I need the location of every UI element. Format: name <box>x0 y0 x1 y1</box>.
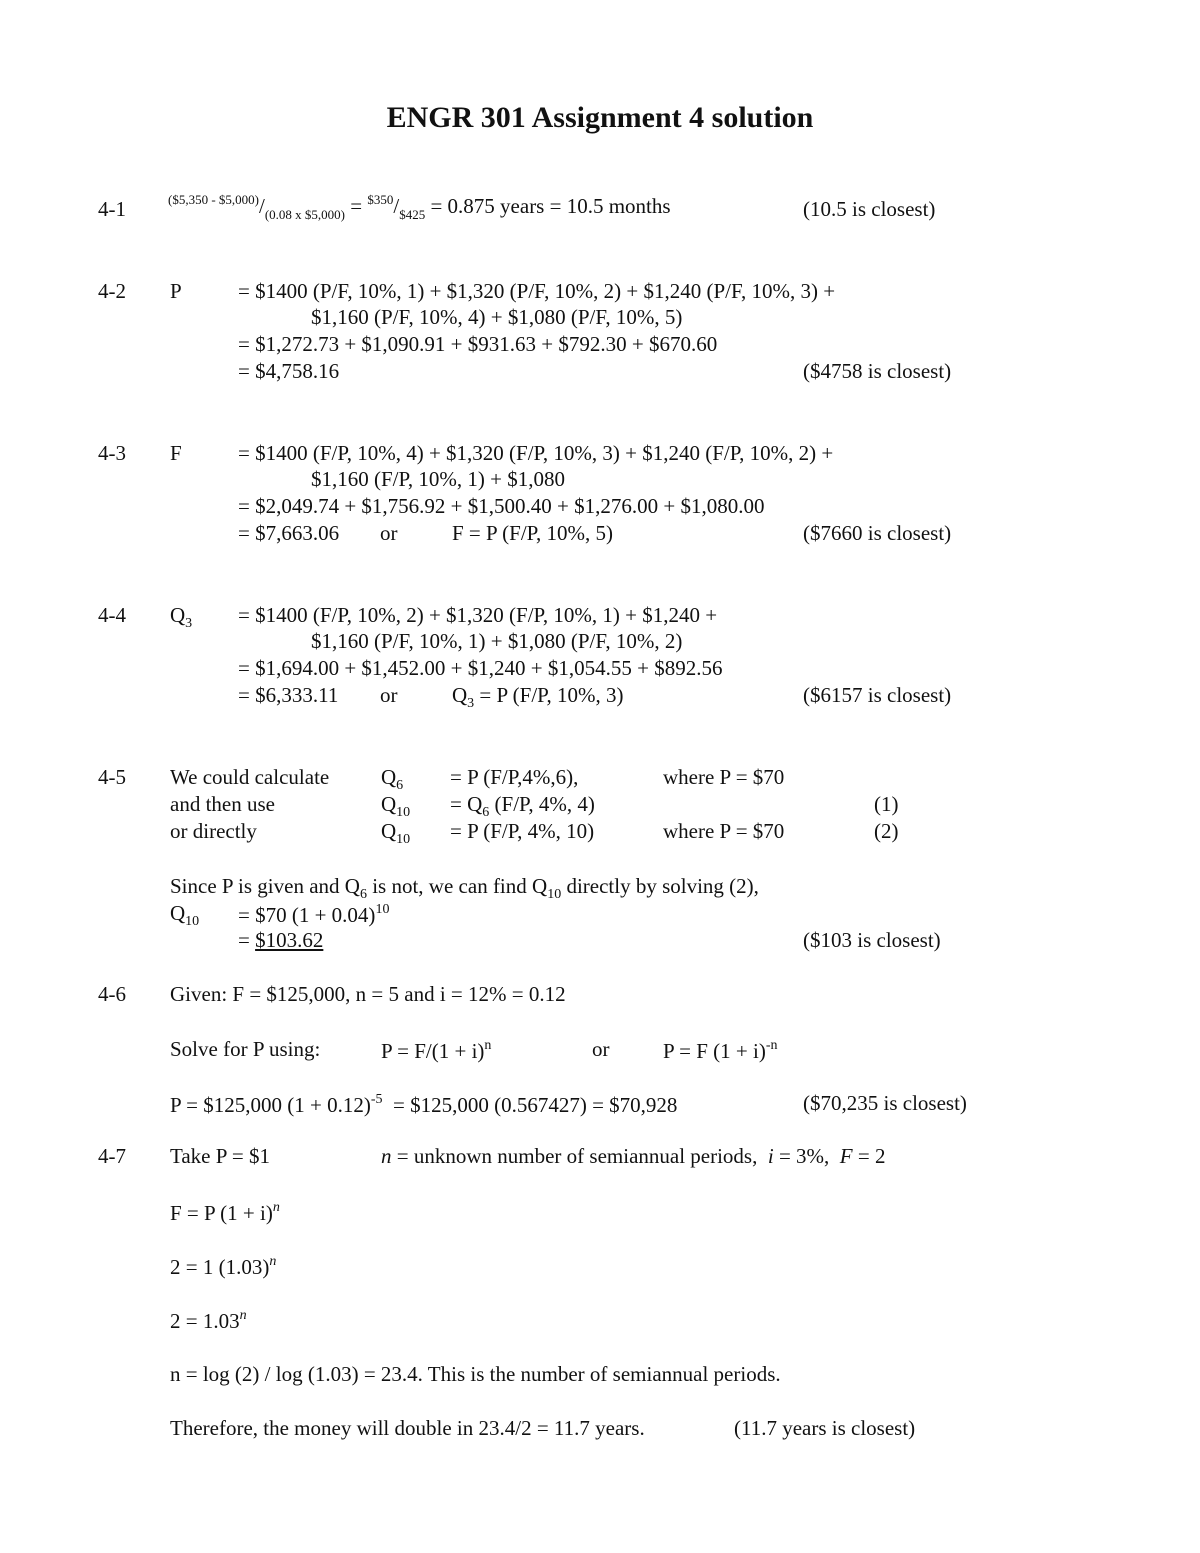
calc-part: = $125,000 (0.567427) = $70,928 <box>393 1093 678 1117</box>
subscript: 6 <box>482 805 490 820</box>
variable-letter: Q <box>452 683 468 707</box>
equation-line <box>170 1309 247 1332</box>
page-title: ENGR 301 Assignment 4 solution <box>386 101 814 134</box>
or-word: or <box>380 521 398 545</box>
superscript: -n <box>765 1038 778 1053</box>
equals-sign: = <box>350 194 363 218</box>
row-label: and then use <box>170 792 275 816</box>
text-part: = 3%, <box>778 1144 830 1168</box>
equation-part: F = P (1 + i) <box>170 1201 273 1225</box>
subscript: 3 <box>467 696 475 711</box>
subscript: 6 <box>396 778 404 793</box>
problem-number: 4-1 <box>98 197 126 221</box>
alternative-formula <box>452 685 624 711</box>
row-variable <box>381 821 410 847</box>
formula-one <box>381 1039 491 1062</box>
variable-letter: Q <box>170 901 186 925</box>
closest-answer: ($103 is closest) <box>803 928 941 952</box>
row-variable <box>381 767 403 793</box>
equation-line: $1,160 (P/F, 10%, 4) + $1,080 (P/F, 10%, 5) <box>311 305 683 329</box>
subscript: 3 <box>185 616 193 631</box>
text-part: Since P is given and Q <box>170 874 360 898</box>
equation-line <box>238 930 323 951</box>
problem-number: 4-5 <box>98 765 126 789</box>
or-word: or <box>592 1037 610 1061</box>
equation-line <box>238 903 389 926</box>
calc-part: P = $125,000 (1 + 0.12) <box>170 1093 371 1117</box>
given-line: Given: F = $125,000, n = 5 and i = 12% = 0.12 <box>170 982 566 1006</box>
variable-letter: Q <box>381 765 397 789</box>
superscript: -5 <box>370 1092 383 1107</box>
fraction-slash: / <box>259 194 265 218</box>
equation-part: = $70 (1 + 0.04) <box>238 903 376 927</box>
formula-part: P = F/(1 + i) <box>381 1039 485 1063</box>
variable-letter: Q <box>381 792 397 816</box>
equation-line <box>170 1201 280 1224</box>
variable-label: P <box>170 279 182 303</box>
equation-line: $1,160 (P/F, 10%, 1) + $1,080 (P/F, 10%, 2) <box>311 629 683 653</box>
or-word: or <box>380 683 398 707</box>
equation-number: (1) <box>874 792 899 816</box>
conclusion-line: Therefore, the money will double in 23.4/2 = 11.7 years. <box>170 1416 645 1440</box>
equation-line <box>170 1255 276 1278</box>
row-label: We could calculate <box>170 765 330 789</box>
fraction-denominator: (0.08 x $5,000) <box>264 207 346 222</box>
equation-line: $1,160 (F/P, 10%, 1) + $1,080 <box>311 467 565 491</box>
result-text: = 0.875 years = 10.5 months <box>430 194 671 218</box>
equation-part: 2 = 1.03 <box>170 1309 240 1333</box>
closest-answer: (10.5 is closest) <box>803 197 936 221</box>
formula-part: P = F (1 + i) <box>663 1039 766 1063</box>
variable-letter: Q <box>170 603 186 627</box>
equation-line: = $2,049.74 + $1,756.92 + $1,500.40 + $1,276.00 + $1,080.00 <box>238 494 765 518</box>
problem-number: 4-6 <box>98 982 126 1006</box>
closest-answer: ($70,235 is closest) <box>803 1091 967 1115</box>
superscript: 10 <box>375 902 390 917</box>
explanation-line <box>170 876 759 902</box>
equation-line: = $1,694.00 + $1,452.00 + $1,240 + $1,054.55 + $892.56 <box>238 656 723 680</box>
variable-label <box>170 605 192 631</box>
closest-answer: ($7660 is closest) <box>803 521 952 545</box>
equation-line: = $1,272.73 + $1,090.91 + $931.63 + $792.30 + $670.60 <box>238 332 718 356</box>
italic-variable: i <box>767 1144 774 1168</box>
row-condition: where P = $70 <box>663 819 785 843</box>
problem-number: 4-7 <box>98 1144 126 1168</box>
formula-two <box>663 1039 778 1062</box>
text-part: = 2 <box>857 1144 886 1168</box>
subscript: 10 <box>185 914 200 929</box>
equation-line: = $1400 (P/F, 10%, 1) + $1,320 (P/F, 10%, 2) + $1,240 (P/F, 10%, 3) + <box>238 279 836 303</box>
formula-4-1 <box>168 193 671 221</box>
italic-variable: n <box>381 1144 392 1168</box>
equation-line: = $4,758.16 <box>238 359 340 383</box>
solve-label: Solve for P using: <box>170 1037 321 1061</box>
fraction-slash: / <box>393 194 400 218</box>
equals-sign: = <box>238 928 250 952</box>
italic-exponent: n <box>239 1308 247 1323</box>
equation-part: 2 = 1 (1.03) <box>170 1255 270 1279</box>
formula-rest: = P (F/P, 10%, 3) <box>479 683 624 707</box>
equation-part: (F/P, 4%, 4) <box>494 792 595 816</box>
equation-number: (2) <box>874 819 899 843</box>
definition-line <box>381 1146 885 1167</box>
text-part: = unknown number of semiannual periods, <box>396 1144 758 1168</box>
equation-part: = Q <box>450 792 483 816</box>
fraction-denominator: $425 <box>399 207 426 222</box>
row-label: or directly <box>170 819 257 843</box>
text-part: is not, we can find Q <box>372 874 548 898</box>
row-equation <box>450 794 595 820</box>
equation-line: = $6,333.11 <box>238 683 339 707</box>
closest-answer: ($6157 is closest) <box>803 683 952 707</box>
row-condition: where P = $70 <box>663 765 785 789</box>
row-variable <box>381 794 410 820</box>
closest-answer: ($4758 is closest) <box>803 359 952 383</box>
superscript: n <box>484 1038 492 1053</box>
text-part: directly by solving (2), <box>566 874 759 898</box>
alternative-formula: F = P (F/P, 10%, 5) <box>452 521 614 545</box>
subscript: 10 <box>547 887 562 902</box>
superscript <box>269 1254 276 1269</box>
row-equation: = P (F/P,4%,6), <box>450 765 579 789</box>
fraction-numerator: ($5,350 - $5,000) <box>168 192 259 207</box>
log-line: n = log (2) / log (1.03) = 23.4. This is the number of semiannual periods. <box>170 1362 781 1386</box>
problem-number: 4-2 <box>98 279 126 303</box>
italic-variable: F <box>839 1144 853 1168</box>
italic-exponent: n <box>272 1200 280 1215</box>
take-line: Take P = $1 <box>170 1144 270 1168</box>
equation-line: = $1400 (F/P, 10%, 2) + $1,320 (F/P, 10%, 1) + $1,240 + <box>238 603 718 627</box>
problem-number: 4-4 <box>98 603 126 627</box>
variable-letter: Q <box>381 819 397 843</box>
fraction-numerator: $350 <box>367 192 394 207</box>
q10-variable <box>170 903 199 929</box>
subscript: 10 <box>396 832 411 847</box>
problem-number: 4-3 <box>98 441 126 465</box>
equation-line: = $7,663.06 <box>238 521 340 545</box>
calculation-line <box>170 1093 677 1116</box>
variable-label: F <box>170 441 182 465</box>
italic-exponent: n <box>269 1254 277 1269</box>
closest-answer: (11.7 years is closest) <box>734 1416 916 1440</box>
underlined-result: $103.62 <box>255 928 324 952</box>
row-equation: = P (F/P, 4%, 10) <box>450 819 595 843</box>
equation-line: = $1400 (F/P, 10%, 4) + $1,320 (F/P, 10%, 3) + $1,240 (F/P, 10%, 2) + <box>238 441 834 465</box>
superscript <box>273 1200 280 1215</box>
subscript: 10 <box>396 805 411 820</box>
superscript <box>240 1308 247 1323</box>
subscript: 6 <box>359 887 367 902</box>
